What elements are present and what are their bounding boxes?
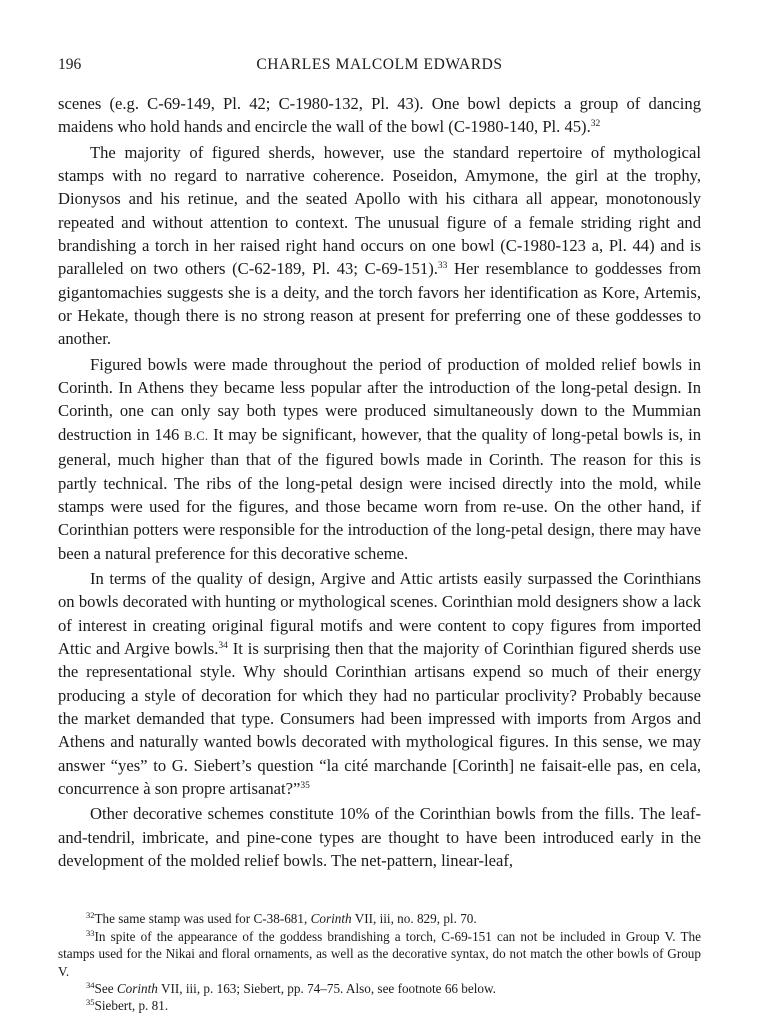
footnote-34 [58, 980, 701, 997]
paragraph-4-text-a: In terms of the quality of design, Argive and Attic artists easily surpassed the Corinthians on bowls decorated with hunting or mythological scenes. Corinthian mold designers show a lack of interest in creating original figural motifs and were content to copy figures from imported Attic and Argive bowls. [58, 568, 701, 658]
paragraph-1 [58, 92, 701, 139]
footnote-34-text-b: VII, iii, p. 163; Siebert, pp. 74–75. Also, see footnote 66 below. [157, 980, 496, 996]
footnote-34-text-a: See [94, 980, 117, 996]
footnote-ref-34[interactable]: 34 [218, 640, 228, 651]
page-number: 196 [58, 56, 82, 73]
paragraph-3-text-b: It may be significant, however, that the quality of long-petal bowls is, in general, much higher than that of the figured bowls made in Corinth. The reason for this is partly technical. The ribs of the long-petal design were incised directly into the mold, while stamps were used for the figures, and those became worn from re-use. On the other hand, if Corinthian potters were responsible for the introduction of the long-petal design, there may have been a natural preference for this decorative scheme. [58, 424, 701, 563]
footnote-32-text-a: The same stamp was used for C-38-681, [94, 911, 311, 927]
footnote-32-number: 32 [86, 910, 95, 921]
footnote-35-text: Siebert, p. 81. [94, 998, 169, 1014]
footnote-35 [58, 997, 701, 1014]
footnote-35-number: 35 [86, 997, 95, 1008]
footnotes [58, 910, 701, 1014]
footnote-ref-32[interactable]: 32 [590, 119, 601, 130]
footnote-ref-33[interactable]: 33 [437, 261, 448, 272]
footnote-32 [58, 910, 701, 927]
paragraph-4-text-b: It is surprising then that the majority of Corinthian figured sherds use the representational style. Why should Corinthian artisans expend so much of their energy producing a style of decoration for which they had no particular proclivity? Probably because the market demanded that type. Consumers had been impressed with imports from Argos and Athens and naturally wanted bowls decorated with mythological figures. In this sense, we may answer “yes” to G. Siebert’s question “la cité marchande [Corinth] ne faisait-elle pas, en cela, concurrence à son propre artisanat?” [58, 638, 701, 798]
footnote-ref-35[interactable]: 35 [300, 780, 310, 791]
era-abbreviation: B.C. [184, 428, 209, 443]
footnote-32-italic: Corinth [310, 911, 352, 927]
footnote-34-number: 34 [86, 979, 95, 990]
paragraph-3-text-a: Figured bowls were made throughout the period of production of molded relief bowls in Corinth. In Athens they became less popular after the introduction of the long-petal design. In Corinth, one can only say both types were produced simultaneously down to the Mummian destruction in 146 [58, 354, 701, 444]
paragraph-2-text-a: The majority of figured sherds, however, use the standard repertoire of mythological stamps with no regard to narrative coherence. Poseidon, Amymone, the girl at the trophy, Dionysos and his retinue, and the seated Apollo with his cithara all appear, monotonously repeated and without attention to context. The unusual figure of a female striding right and brandishing a torch in her raised right hand occurs on one bowl (C-1980-123 a, Pl. 44) and is paralleled on two others (C-62-189, Pl. 43; C-69-151). [58, 142, 701, 279]
footnote-34-italic: Corinth [116, 980, 158, 996]
running-head: CHARLES MALCOLM EDWARDS [256, 56, 503, 73]
body-text [58, 92, 701, 872]
page-header [58, 52, 701, 80]
footnote-33-number: 33 [86, 927, 95, 938]
footnote-33 [58, 928, 701, 980]
paragraph-5-text: Other decorative schemes constitute 10% of the Corinthian bowls from the fills. The leaf-and-tendril, imbricate, and pine-cone types are thought to have been introduced early in the development of the molded relief bowls. The net-pattern, linear-leaf, [58, 804, 701, 870]
footnote-33-text: In spite of the appearance of the goddess brandishing a torch, C-69-151 can not be included in Group V. The stamps used for the Nikai and floral ornaments, as well as the decorative syntax, do not match the other bowls of Group V. [58, 928, 701, 979]
paragraph-2 [58, 141, 701, 351]
paragraph-5 [58, 802, 701, 872]
footnote-32-text-b: VII, iii, no. 829, pl. 70. [351, 911, 477, 927]
paragraph-1-text: scenes (e.g. C-69-149, Pl. 42; C-1980-132, Pl. 43). One bowl depicts a group of dancing maidens who hold hands and encircle the wall of the bowl (C-1980-140, Pl. 45). [58, 94, 701, 137]
paragraph-4 [58, 567, 701, 800]
paragraph-3 [58, 353, 701, 565]
paragraph-2-text-b: Her resemblance to goddesses from gigantomachies suggests she is a deity, and the torch favors her identification as Kore, Artemis, or Hekate, though there is no strong reason at present for preferring one of these goddesses to another. [58, 259, 701, 349]
